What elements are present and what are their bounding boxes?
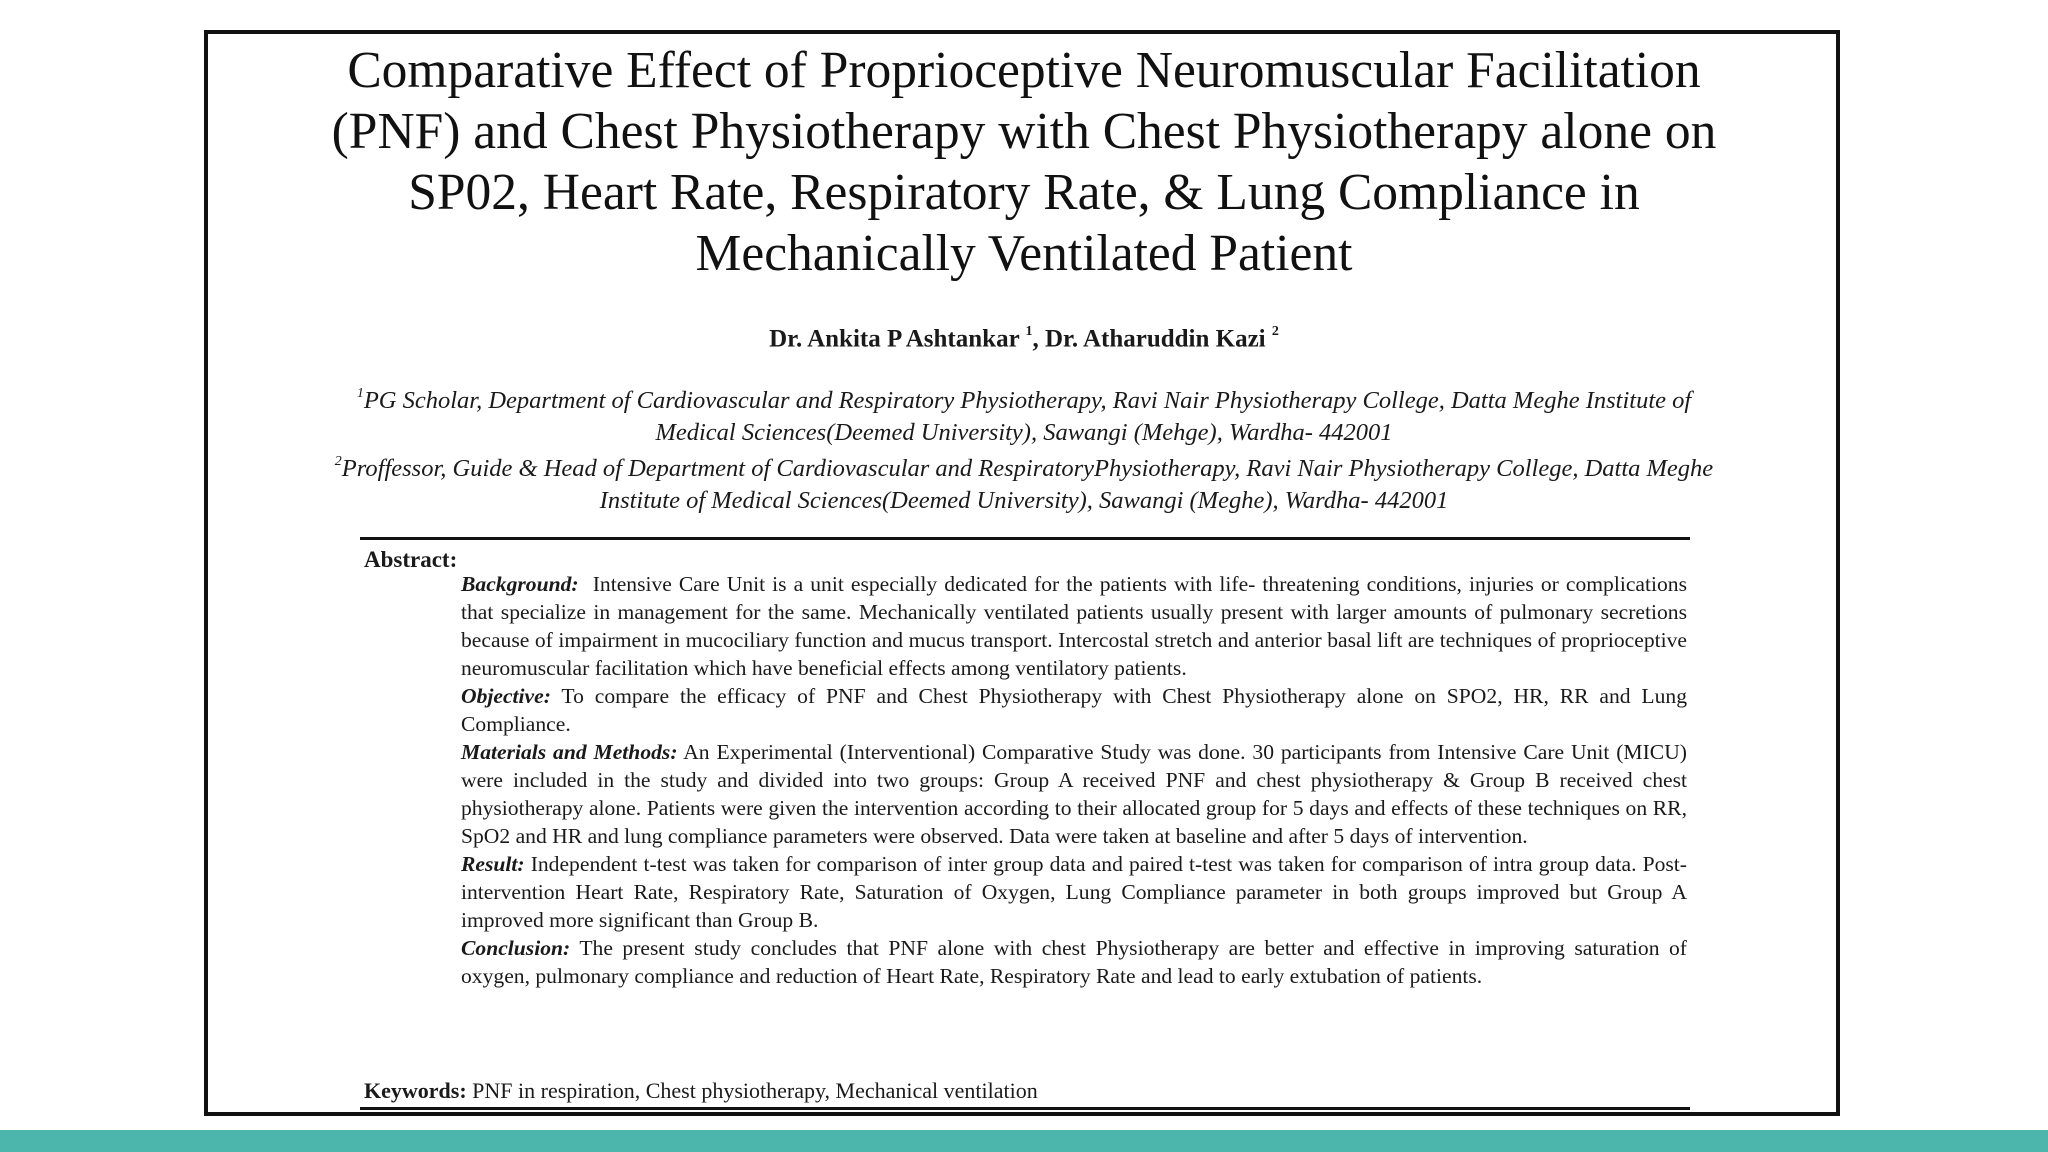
author-separator: , — [1032, 325, 1045, 353]
section-heading: Materials and Methods: — [461, 740, 678, 764]
section-heading: Objective: — [461, 684, 551, 708]
author-line — [300, 318, 1748, 355]
affiliation-text: Proffessor, Guide & Head of Department of Cardiovascular and RespiratoryPhysiotherapy, Ravi Nair Physiotherapy College, Datta Meghe Institute of Medical Sciences(Deemed University), Sawangi (Meghe), Wardha- 442001 — [341, 455, 1714, 514]
section-text: Independent t-test was taken for comparison of inter group data and paired t-test was taken for comparison of intra group data. Post-intervention Heart Rate, Respiratory Rate, Saturation of Oxygen, Lung Compliance parameter in both groups improved but Group A improved more significant than Group B. — [461, 852, 1687, 932]
affiliation-superscript: 1 — [356, 386, 364, 401]
abstract-label: Abstract: — [364, 547, 458, 572]
affiliation-1 — [330, 380, 1718, 448]
author-name: Dr. Atharuddin Kazi — [1044, 325, 1266, 353]
horizontal-rule-bottom — [360, 1107, 1690, 1110]
author-superscript: 2 — [1271, 324, 1279, 339]
abstract-section-background — [461, 570, 1687, 682]
accent-footer-bar — [0, 1130, 2048, 1152]
section-text: To compare the efficacy of PNF and Chest Physiotherapy with Chest Physiotherapy alone on SPO2, HR, RR and Lung Compliance. — [461, 684, 1688, 736]
abstract-body — [461, 570, 1687, 990]
abstract-section-conclusion — [461, 934, 1687, 990]
affiliation-text: PG Scholar, Department of Cardiovascular and Respiratory Physiotherapy, Ravi Nair Physiotherapy College, Datta Meghe Institute of Medical Sciences(Deemed University), Sawangi (Mehge), Wardha- 442001 — [363, 387, 1692, 446]
keywords-label: Keywords: — [364, 1078, 467, 1103]
author-name: Dr. Ankita P Ashtankar — [769, 325, 1020, 353]
keywords-line — [364, 1077, 1038, 1105]
section-text: Intensive Care Unit is a unit especially dedicated for the patients with life- threatening conditions, injuries or complications that specialize in management for the same. Mechanically ventilated patients usually present with larger amounts of pulmonary secretions because of impairment in mucociliary function and mucus transport. Intercostal stretch and anterior basal lift are techniques of proprioceptive neuromuscular facilitation which have beneficial effects among ventilatory patients. — [461, 572, 1687, 680]
section-text: An Experimental (Interventional) Comparative Study was done. 30 participants from Intensive Care Unit (MICU) were included in the study and divided into two groups: Group A received PNF and chest physiotherapy & Group B received chest physiotherapy alone. Patients were given the intervention according to their allocated group for 5 days and effects of these techniques on RR, SpO2 and HR and lung compliance parameters were observed. Data were taken at baseline and after 5 days of intervention. — [461, 740, 1687, 848]
keywords-text: PNF in respiration, Chest physiotherapy, Mechanical ventilation — [472, 1078, 1038, 1103]
affiliation-2 — [330, 448, 1718, 516]
horizontal-rule-top — [360, 537, 1690, 540]
affiliation-superscript: 2 — [334, 454, 342, 470]
section-heading: Conclusion: — [461, 936, 571, 960]
abstract-section-result — [461, 850, 1687, 934]
section-text: The present study concludes that PNF alone with chest Physiotherapy are better and effective in improving saturation of oxygen, pulmonary compliance and reduction of Heart Rate, Respiratory Rate and lead to early extubation of patients. — [461, 936, 1687, 988]
affiliations — [330, 380, 1718, 516]
abstract-section-methods — [461, 738, 1687, 850]
abstract-section-objective — [461, 682, 1687, 738]
section-heading: Result: — [461, 852, 525, 876]
paper-title: Comparative Effect of Proprioceptive Neuromuscular Facilitation (PNF) and Chest Physiotherapy with Chest Physiotherapy alone on SP02, Heart Rate, Respiratory Rate, & Lung Compliance in Mechanically Ventilated Patient — [331, 42, 1717, 282]
author-superscript: 1 — [1025, 324, 1033, 339]
section-heading: Background: — [461, 572, 579, 596]
